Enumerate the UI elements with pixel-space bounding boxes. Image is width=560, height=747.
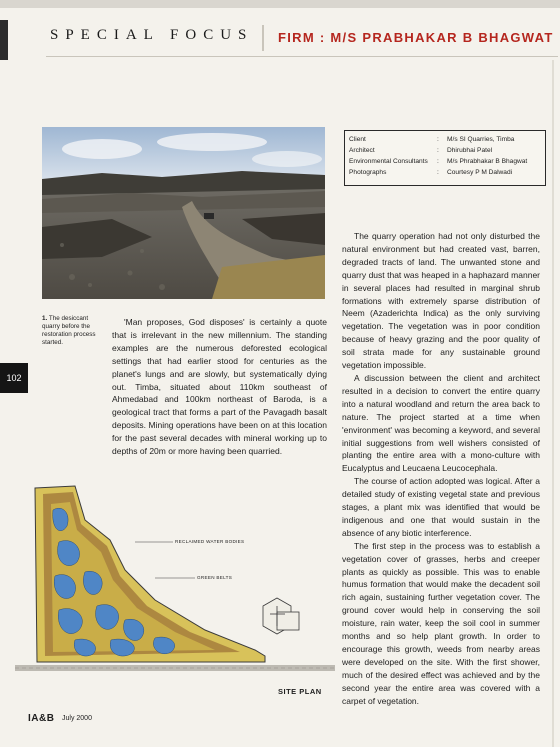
credit-value: Courtesy P M Dalwadi — [447, 169, 513, 176]
credit-colon: : — [437, 136, 439, 143]
credit-label: Client — [349, 136, 366, 143]
credit-label: Photographs — [349, 169, 387, 176]
credits-box — [344, 130, 546, 186]
page-number: 102 — [0, 363, 28, 393]
header-marker — [0, 20, 8, 60]
paragraph: The first step in the process was to establish a vegetation cover of grasses, herbs and creeper plants as quickly as possible. This was to enable humus formation that would make the decadent soil rich again, sustaining further vegetation cover. The ground cover would help in conserving the soil moisture, rain water, keep the soil cool in summer months and so help plant growth. In order to encourage this growth, weeds from nearby areas were developed on the site. With the first shower, much of the desired effect was achieved and by the second year the entire area was covered with a carpet of vegetation. — [342, 540, 540, 706]
body-column-2 — [342, 230, 540, 708]
credit-value: M/s SI Quarries, Timba — [447, 136, 515, 143]
site-plan-drawing — [15, 480, 335, 685]
credit-colon: : — [437, 169, 439, 176]
top-bar — [0, 0, 560, 8]
page-edge — [552, 60, 554, 747]
paragraph: A discussion between the client and architect resulted in a decision to convert the entire quarry into a natural woodland and return the area back to nature. The project started at a time when 'environment' was becoming a keyword, and several initial suggestions from well wishers consisted of planting the entire area with a mono-culture with Eucalyptus and Leucaena Leucocephala. — [342, 372, 540, 474]
paragraph: The quarry operation had not only disturbed the natural environment but had created vast, barren, degraded tracts of land. The unwanted stone and quarry dust that was heaped in a haphazard manner in several places had resulted in marginal shrub formations with extremely sparse distribution of Neem (Azaderichta Indica) as the only surviving vegetation. The vegetation was in poor condition because of heavy grazing and the poor quality of soil strata made for any sustainable ground vegetation impossible. — [342, 231, 540, 371]
quarry-photo — [42, 127, 325, 299]
paragraph: The course of action adopted was logical. After a detailed study of existing vegetal state and previous stages, a plant mix was identified that would be indigenous and one that would sustain in the absence of any biotic interference. — [342, 476, 540, 538]
credit-value: Dhirubhai Patel — [447, 147, 493, 154]
magazine-logo: IA&B — [28, 713, 55, 724]
header-underline — [46, 56, 558, 57]
credit-value: M/s Phrabhakar B Bhagwat — [447, 158, 528, 165]
credit-colon: : — [437, 147, 439, 154]
issue-date: July 2000 — [62, 715, 92, 722]
credit-label: Environmental Consultants — [349, 158, 428, 165]
caption-number: 1. — [42, 315, 48, 322]
label-reclaimed-water: RECLAIMED WATER BODIES — [175, 539, 245, 544]
body-column-1 — [112, 316, 327, 458]
credit-label: Architect — [349, 147, 375, 154]
paragraph: 'Man proposes, God disposes' is certainly a quote that is irrelevant in the new millennium. The standing examples are the numerous deforested ecological settings that had earlier stood for centuries as the planet's lungs and are slowly, but systematically dying out. Timba, situated about 110km southeast of Ahmedabad and 100km northeast of Baroda, is a geological tract that forms a part of the Pavagadh basalt deposits. Mining operations have been on at this location for the past several decades with mineral working up to depths of 20m or more having been quarried. — [112, 317, 327, 457]
header-divider — [262, 25, 264, 51]
site-plan-title: SITE PLAN — [278, 687, 322, 696]
caption-text: The desiccant quarry before the restoration process started. — [42, 315, 96, 346]
section-title: SPECIAL FOCUS — [50, 27, 254, 43]
credit-colon: : — [437, 158, 439, 165]
firm-title: FIRM : M/S PRABHAKAR B BHAGWAT — [278, 30, 554, 45]
label-green-belts: GREEN BELTS — [197, 575, 233, 580]
photo-caption — [42, 315, 104, 347]
